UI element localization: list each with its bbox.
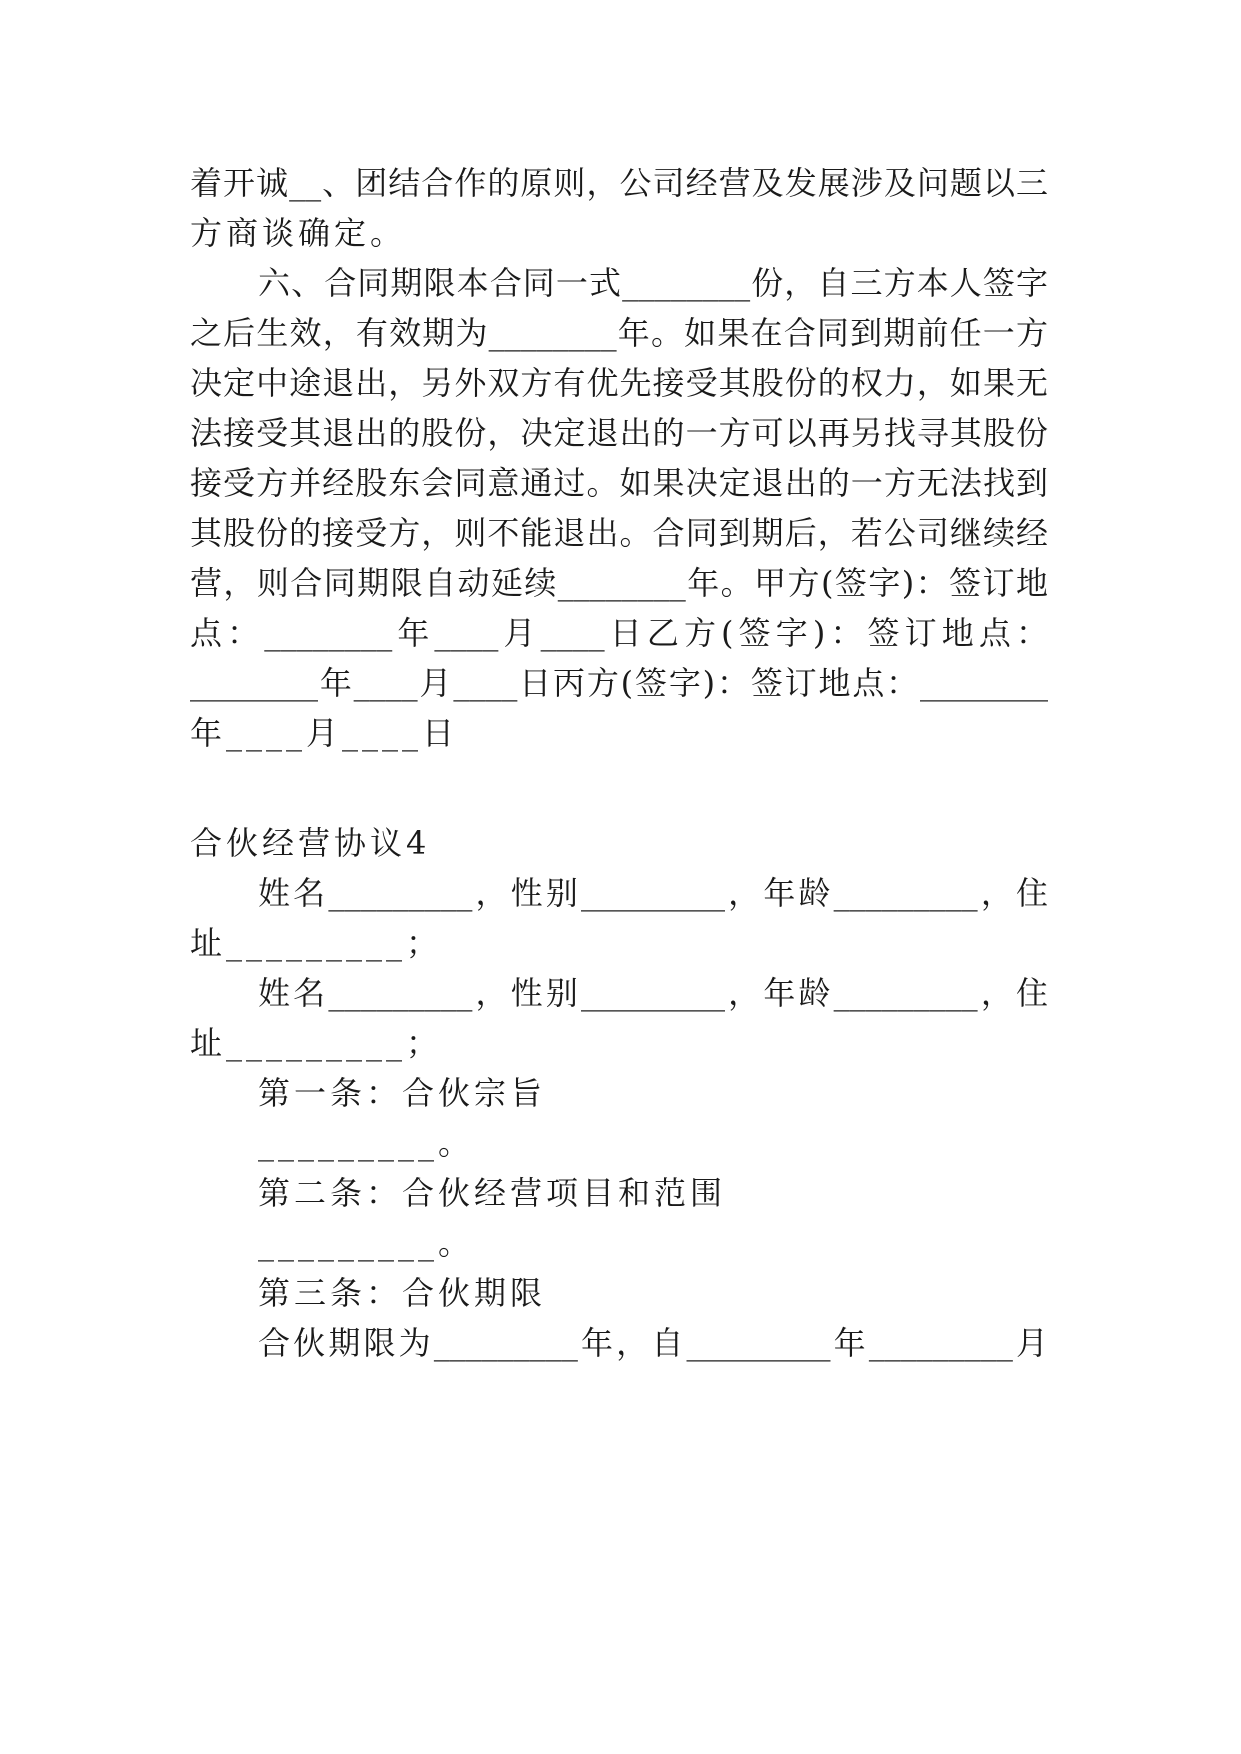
article-blank: _________。 — [258, 1124, 475, 1162]
party-info-line: 址_________； — [190, 1024, 443, 1062]
paragraph-line: 年____月____日 — [190, 714, 459, 752]
party-info-line: 姓名_________，性别_________，年龄_________，住 — [258, 874, 1048, 912]
paragraph-line: 点：________年____月____日乙方(签字)：签订地点： — [190, 614, 1048, 652]
paragraph-line: 法接受其退出的股份，决定退出的一方可以再另找寻其股份 — [190, 414, 1048, 452]
paragraph-line: 方商谈确定。 — [190, 214, 407, 252]
paragraph-line: 六、合同期限本合同一式________份，自三方本人签字 — [258, 264, 1048, 302]
paragraph-line: 接受方并经股东会同意通过。如果决定退出的一方无法找到 — [190, 464, 1048, 502]
article-body-line: 合伙期限为_________年，自_________年_________月 — [258, 1324, 1048, 1362]
paragraph-line: 着开诚__、团结合作的原则，公司经营及发展涉及问题以三 — [190, 164, 1048, 202]
paragraph-line: ________年____月____日丙方(签字)：签订地点：________ — [190, 664, 1048, 702]
party-info-line: 址_________； — [190, 924, 443, 962]
paragraph-line: 决定中途退出，另外双方有优先接受其股份的权力，如果无 — [190, 364, 1048, 402]
party-info-line: 姓名_________，性别_________，年龄_________，住 — [258, 974, 1048, 1012]
article-heading: 第一条：合伙宗旨 — [258, 1074, 547, 1112]
article-heading: 第二条：合伙经营项目和范围 — [258, 1174, 727, 1212]
article-blank: _________。 — [258, 1224, 475, 1262]
paragraph-line: 其股份的接受方，则不能退出。合同到期后，若公司继续经 — [190, 514, 1048, 552]
section-title: 合伙经营协议4 — [190, 824, 431, 862]
paragraph-line: 营，则合同期限自动延续________年。甲方(签字)：签订地 — [190, 564, 1048, 602]
article-heading: 第三条：合伙期限 — [258, 1274, 547, 1312]
paragraph-line: 之后生效，有效期为________年。如果在合同到期前任一方 — [190, 314, 1048, 352]
